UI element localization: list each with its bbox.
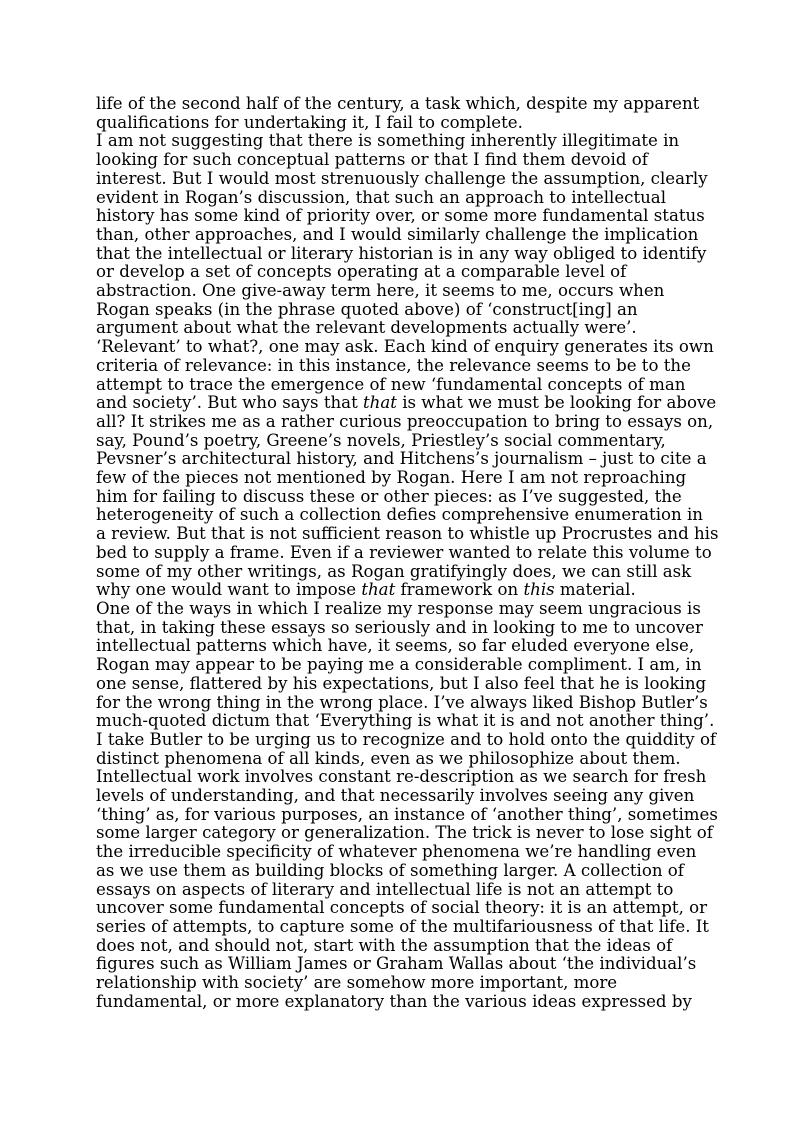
- text-line: that the intellectual or literary historian is in any way obliged to identify: [96, 243, 707, 263]
- text-segment: why one would want to impose: [96, 580, 362, 600]
- text-line: or develop a set of concepts operating at a comparable level of: [96, 262, 627, 282]
- text-segment: framework on: [395, 580, 524, 600]
- text-line: One of the ways in which I realize my response may seem ungracious is: [96, 598, 701, 618]
- text-line: intellectual patterns which have, it seems, so far eluded everyone else,: [96, 636, 695, 656]
- text-line: say, Pound’s poetry, Greene’s novels, Priestley’s social commentary,: [96, 430, 666, 450]
- text-line: [96, 581, 716, 600]
- text-line: as we use them as building blocks of something larger. A collection of: [96, 860, 684, 880]
- text-line: history has some kind of priority over, or some more fundamental status: [96, 206, 705, 226]
- text-line: Rogan speaks (in the phrase quoted above) of ‘construct[ing] an: [96, 299, 638, 319]
- text-line: for the wrong thing in the wrong place. I’ve always liked Bishop Butler’s: [96, 692, 708, 712]
- text-line: argument about what the relevant developments actually were’.: [96, 318, 637, 338]
- text-line: much-quoted dictum that ‘Everything is what it is and not another thing’.: [96, 711, 715, 731]
- text-line: uncover some fundamental concepts of social theory: it is an attempt, or: [96, 898, 708, 918]
- text-line: interest. But I would most strenuously challenge the assumption, clearly: [96, 168, 708, 188]
- text-line: abstraction. One give-away term here, it seems to me, occurs when: [96, 281, 665, 301]
- text-line: relationship with society’ are somehow more important, more: [96, 973, 618, 993]
- text-line: few of the pieces not mentioned by Rogan. Here I am not reproaching: [96, 468, 687, 488]
- text-line: that, in taking these essays so seriously and in looking to me to uncover: [96, 617, 703, 637]
- text-line: some larger category or generalization. The trick is never to lose sight of: [96, 823, 713, 843]
- italic-text: this: [523, 580, 555, 600]
- text-line: criteria of relevance: in this instance, the relevance seems to be to the: [96, 355, 691, 375]
- text-line: does not, and should not, start with the assumption that the ideas of: [96, 935, 673, 955]
- text-line: life of the second half of the century, a task which, despite my apparent: [96, 94, 700, 113]
- text-line: a review. But that is not sufficient reason to whistle up Procrustes and his: [96, 524, 719, 544]
- text-line: ‘Relevant’ to what?, one may ask. Each kind of enquiry generates its own: [96, 337, 714, 357]
- text-line: evident in Rogan’s discussion, that such an approach to intellectual: [96, 187, 666, 207]
- text-line: qualifications for undertaking it, I fail to complete.: [96, 112, 523, 132]
- text-segment: material.: [554, 580, 636, 600]
- text-line: attempt to trace the emergence of new ‘fundamental concepts of man: [96, 374, 686, 394]
- text-line: all? It strikes me as a rather curious preoccupation to bring to essays on,: [96, 411, 714, 431]
- text-line: levels of understanding, and that necessarily involves seeing any given: [96, 786, 695, 806]
- text-line: looking for such conceptual patterns or that I find them devoid of: [96, 150, 648, 170]
- italic-text: that: [363, 393, 397, 413]
- text-line: I am not suggesting that there is something inherently illegitimate in: [96, 131, 680, 151]
- text-line: Pevsner’s architectural history, and Hitchens’s journalism – just to cite a: [96, 449, 707, 469]
- text-segment: and society’. But who says that: [96, 393, 364, 413]
- text-line: Rogan may appear to be paying me a considerable compliment. I am, in: [96, 655, 702, 675]
- text-line: distinct phenomena of all kinds, even as we philosophize about them.: [96, 748, 681, 768]
- text-line: some of my other writings, as Rogan gratifyingly does, we can still ask: [96, 561, 692, 581]
- text-segment: is what we must be looking for above: [396, 393, 717, 413]
- text-line: him for failing to discuss these or other pieces: as I’ve suggested, the: [96, 486, 682, 506]
- text-line: than, other approaches, and I would similarly challenge the implication: [96, 224, 699, 244]
- body-text: [96, 94, 719, 1011]
- text-line: figures such as William James or Graham Wallas about ‘the individual’s: [96, 954, 697, 974]
- text-line: ‘thing’ as, for various purposes, an instance of ‘another thing’, sometimes: [96, 804, 718, 824]
- text-line: essays on aspects of literary and intellectual life is not an attempt to: [96, 879, 674, 899]
- text-line: series of attempts, to capture some of the multifariousness of that life. It: [96, 916, 709, 936]
- text-line: fundamental, or more explanatory than the various ideas expressed by: [96, 991, 692, 1011]
- text-line: I take Butler to be urging us to recognize and to hold onto the quiddity of: [96, 729, 717, 749]
- text-line: [96, 394, 716, 413]
- text-line: one sense, flattered by his expectations, but I also feel that he is looking: [96, 673, 707, 693]
- italic-text: that: [361, 580, 396, 600]
- text-line: heterogeneity of such a collection defies comprehensive enumeration in: [96, 505, 703, 525]
- text-line: bed to supply a frame. Even if a reviewer wanted to relate this volume to: [96, 542, 712, 562]
- text-line: the irreducible specificity of whatever phenomena we’re handling even: [96, 842, 697, 862]
- text-line: Intellectual work involves constant re-description as we search for fresh: [96, 767, 707, 787]
